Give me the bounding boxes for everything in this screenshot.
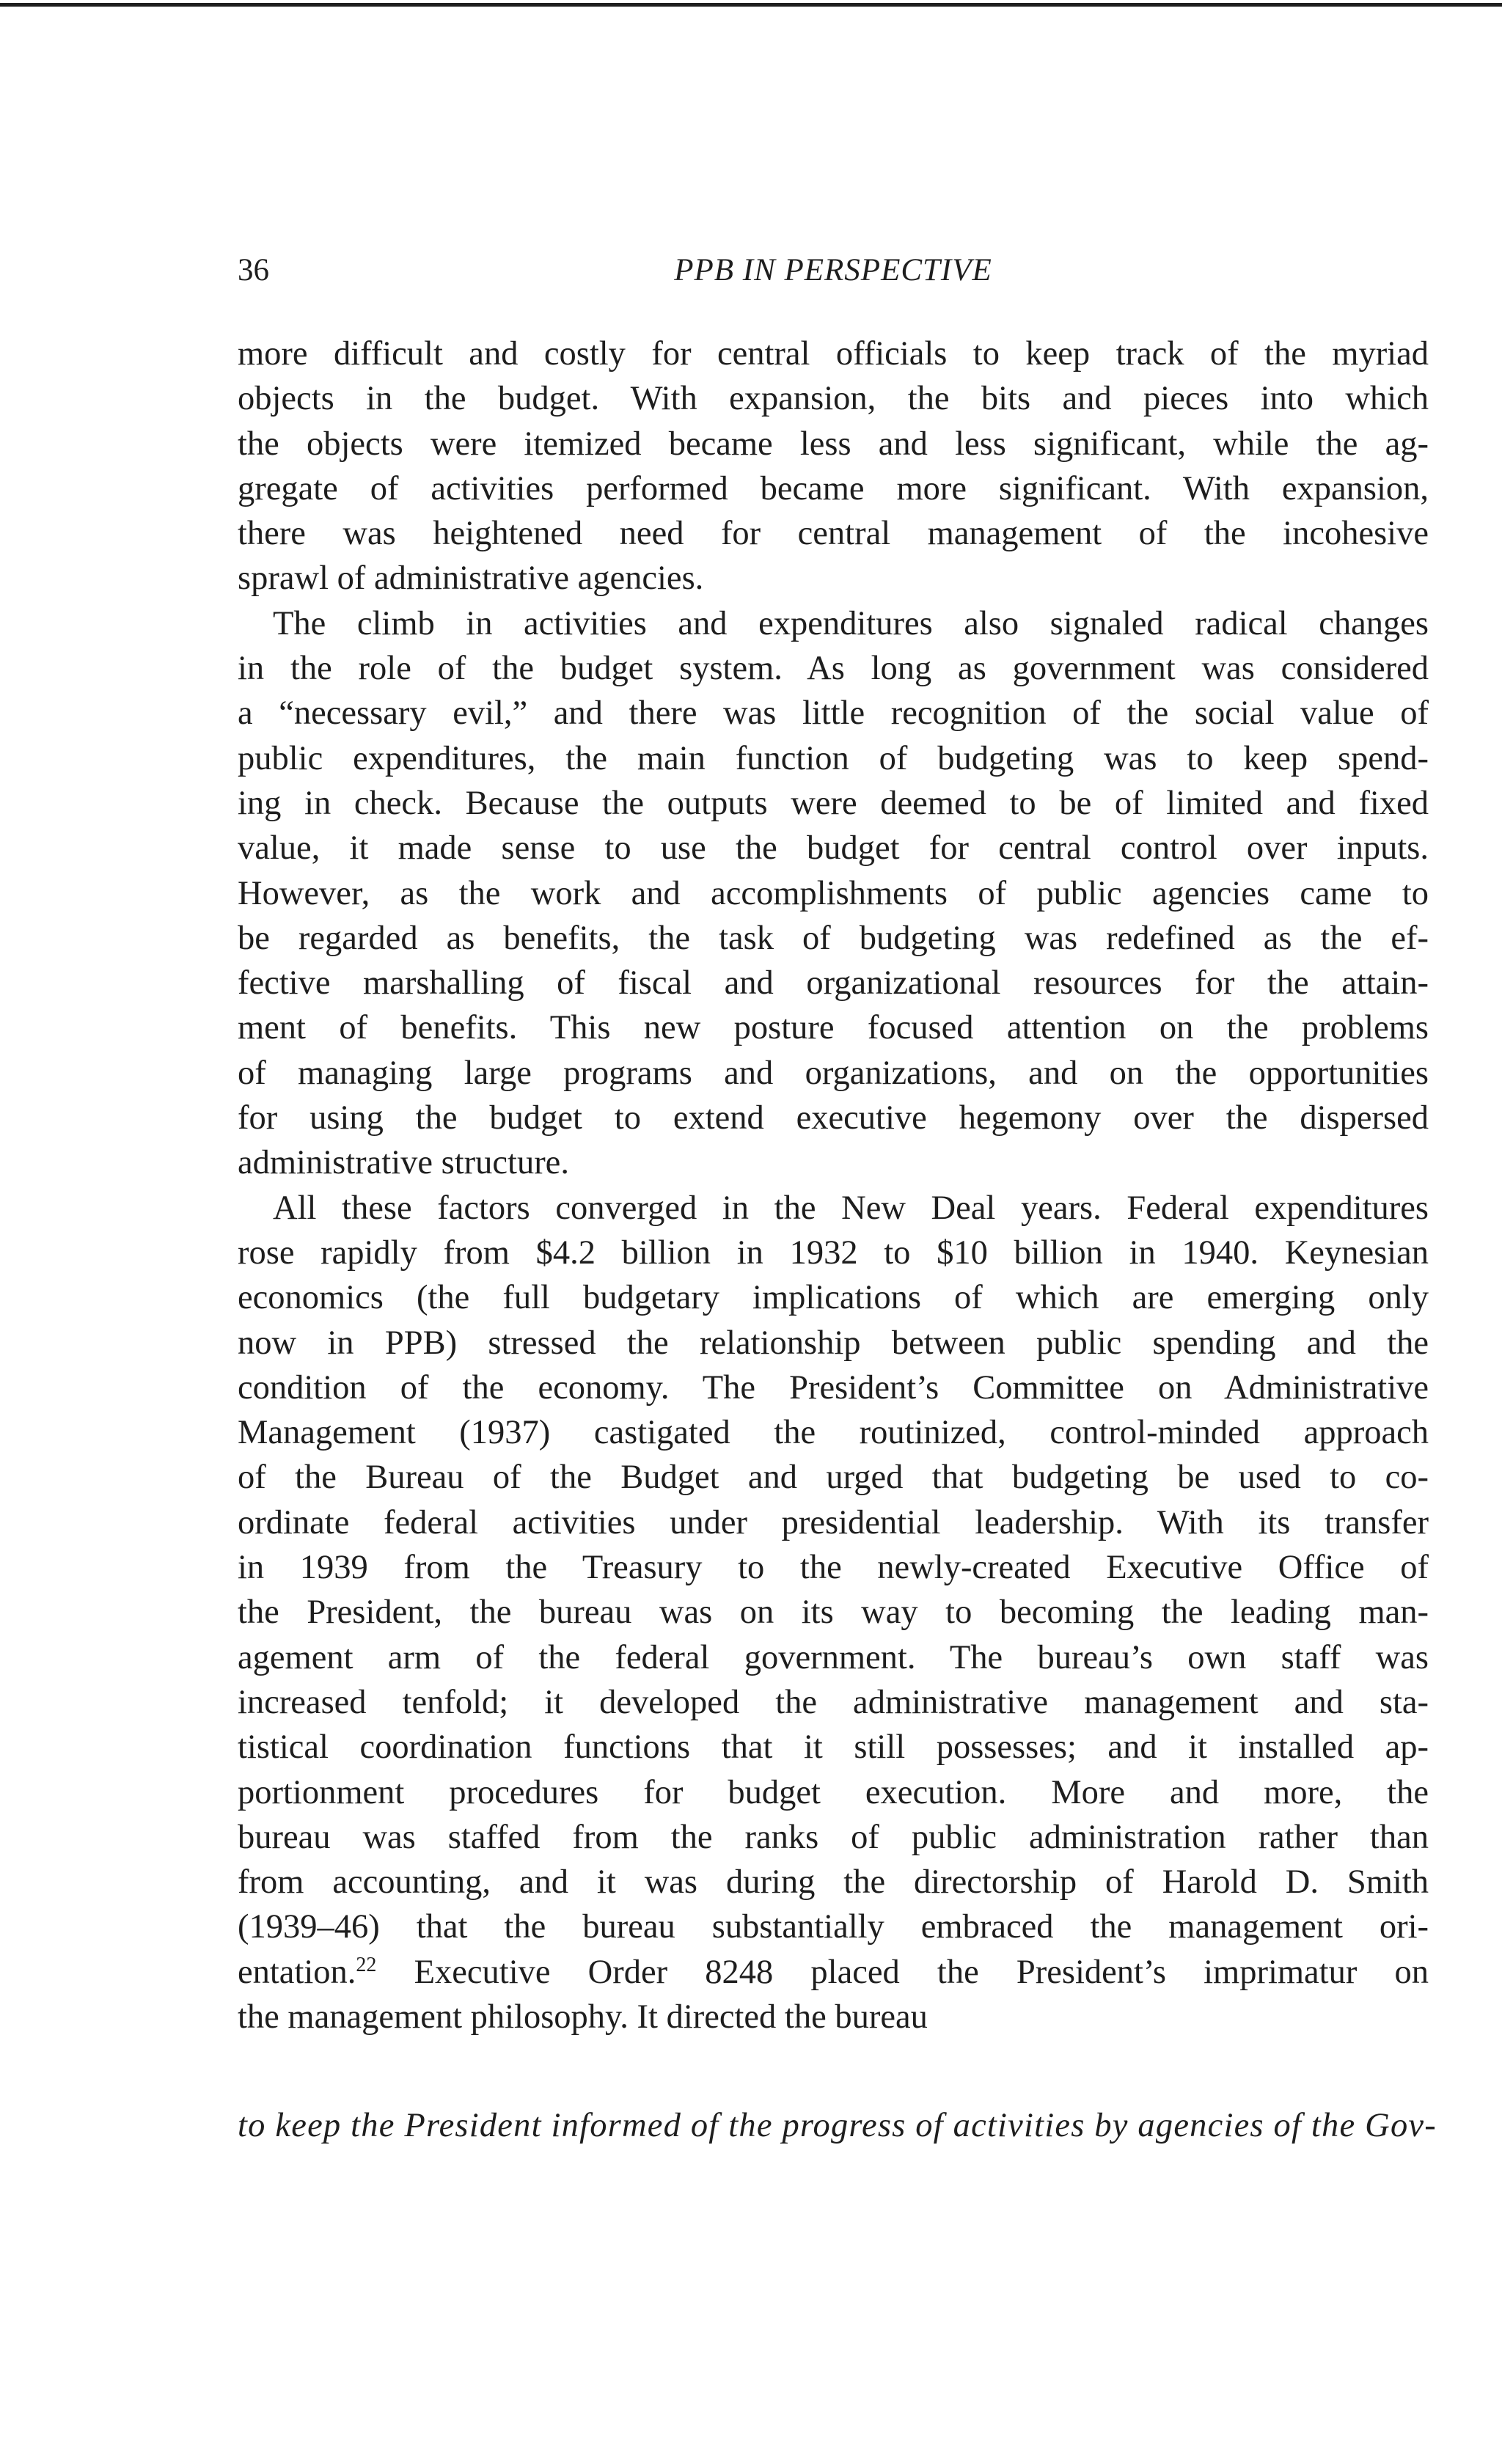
text-line: fective marshalling of fiscal and organizational resources for the attain-: [238, 964, 1429, 1002]
text-line: Management (1937) castigated the routinized, control-minded approach: [238, 1414, 1429, 1452]
text-line: agement arm of the federal government. The bureau’s own staff was: [238, 1638, 1429, 1676]
text-line: a “necessary evil,” and there was little recognition of the social value of: [238, 694, 1429, 733]
text-line: The climb in activities and expenditures also signaled radical changes: [273, 604, 1429, 642]
text-line: administrative structure.: [238, 1144, 569, 1182]
block-quote: to keep the President informed of the progress of activities by agencies of the Gov-: [238, 2107, 1437, 2144]
text-line: gregate of activities performed became more significant. With expansion,: [238, 469, 1429, 507]
text-line: However, as the work and accomplishments of public agencies came to: [238, 874, 1429, 912]
text-line: be regarded as benefits, the task of budgeting was redefined as the ef-: [238, 919, 1429, 957]
text-line: condition of the economy. The President’s Committee on Administrative: [238, 1368, 1429, 1407]
page-number: 36: [238, 253, 269, 287]
text-line: ing in check. Because the outputs were deemed to be of limited and fixed: [238, 784, 1429, 822]
text-line: in the role of the budget system. As long as government was considered: [238, 650, 1429, 688]
text-line: in 1939 from the Treasury to the newly-created Executive Office of: [238, 1549, 1429, 1587]
text-line: the President, the bureau was on its way to becoming the leading man-: [238, 1594, 1429, 1632]
text-line: economics (the full budgetary implications of which are emerging only: [238, 1279, 1429, 1317]
text-line: ordinate federal activities under presidential leadership. With its transfer: [238, 1503, 1429, 1541]
text-line: from accounting, and it was during the directorship of Harold D. Smith: [238, 1863, 1429, 1902]
text-line: ment of benefits. This new posture focused attention on the problems: [238, 1009, 1429, 1047]
top-rule: [0, 3, 1502, 7]
text-line: more difficult and costly for central officials to keep track of the myriad: [238, 335, 1429, 373]
text-line: for using the budget to extend executive hegemony over the dispersed: [238, 1099, 1429, 1137]
running-head: [238, 245, 1429, 296]
text-line: [238, 1950, 1429, 1995]
text-line: the objects were itemized became less and less significant, while the ag-: [238, 425, 1429, 463]
text-line: there was heightened need for central management of the incohesive: [238, 515, 1429, 553]
body-text: [238, 331, 1429, 2039]
text-line: portionment procedures for budget execution. More and more, the: [238, 1773, 1429, 1811]
footnote-ref: 22: [356, 1953, 377, 1976]
text-line: objects in the budget. With expansion, the bits and pieces into which: [238, 380, 1429, 418]
text-fragment: Executive Order 8248 placed the President’s imprimatur on: [414, 1953, 1429, 1991]
text-fragment: entation.: [238, 1953, 356, 1991]
text-line: now in PPB) stressed the relationship between public spending and the: [238, 1324, 1429, 1362]
text-line: of the Bureau of the Budget and urged that budgeting be used to co-: [238, 1459, 1429, 1497]
text-line: (1939–46) that the bureau substantially embraced the management ori-: [238, 1908, 1429, 1946]
text-line: public expenditures, the main function of budgeting was to keep spend-: [238, 739, 1429, 777]
text-line: of managing large programs and organizations, and on the opportunities: [238, 1054, 1429, 1092]
text-line: sprawl of administrative agencies.: [238, 560, 704, 598]
text-line: rose rapidly from $4.2 billion in 1932 to $10 billion in 1940. Keynesian: [238, 1233, 1429, 1272]
text-line: All these factors converged in the New Deal years. Federal expenditures: [273, 1189, 1429, 1227]
running-title: PPB IN PERSPECTIVE: [674, 253, 992, 287]
text-line: tistical coordination functions that it still possesses; and it installed ap-: [238, 1728, 1429, 1767]
text-line: bureau was staffed from the ranks of public administration rather than: [238, 1818, 1429, 1856]
text-line: the management philosophy. It directed the bureau: [238, 1998, 928, 2036]
text-line: increased tenfold; it developed the administrative management and sta-: [238, 1683, 1429, 1721]
text-line: value, it made sense to use the budget for central control over inputs.: [238, 829, 1429, 868]
